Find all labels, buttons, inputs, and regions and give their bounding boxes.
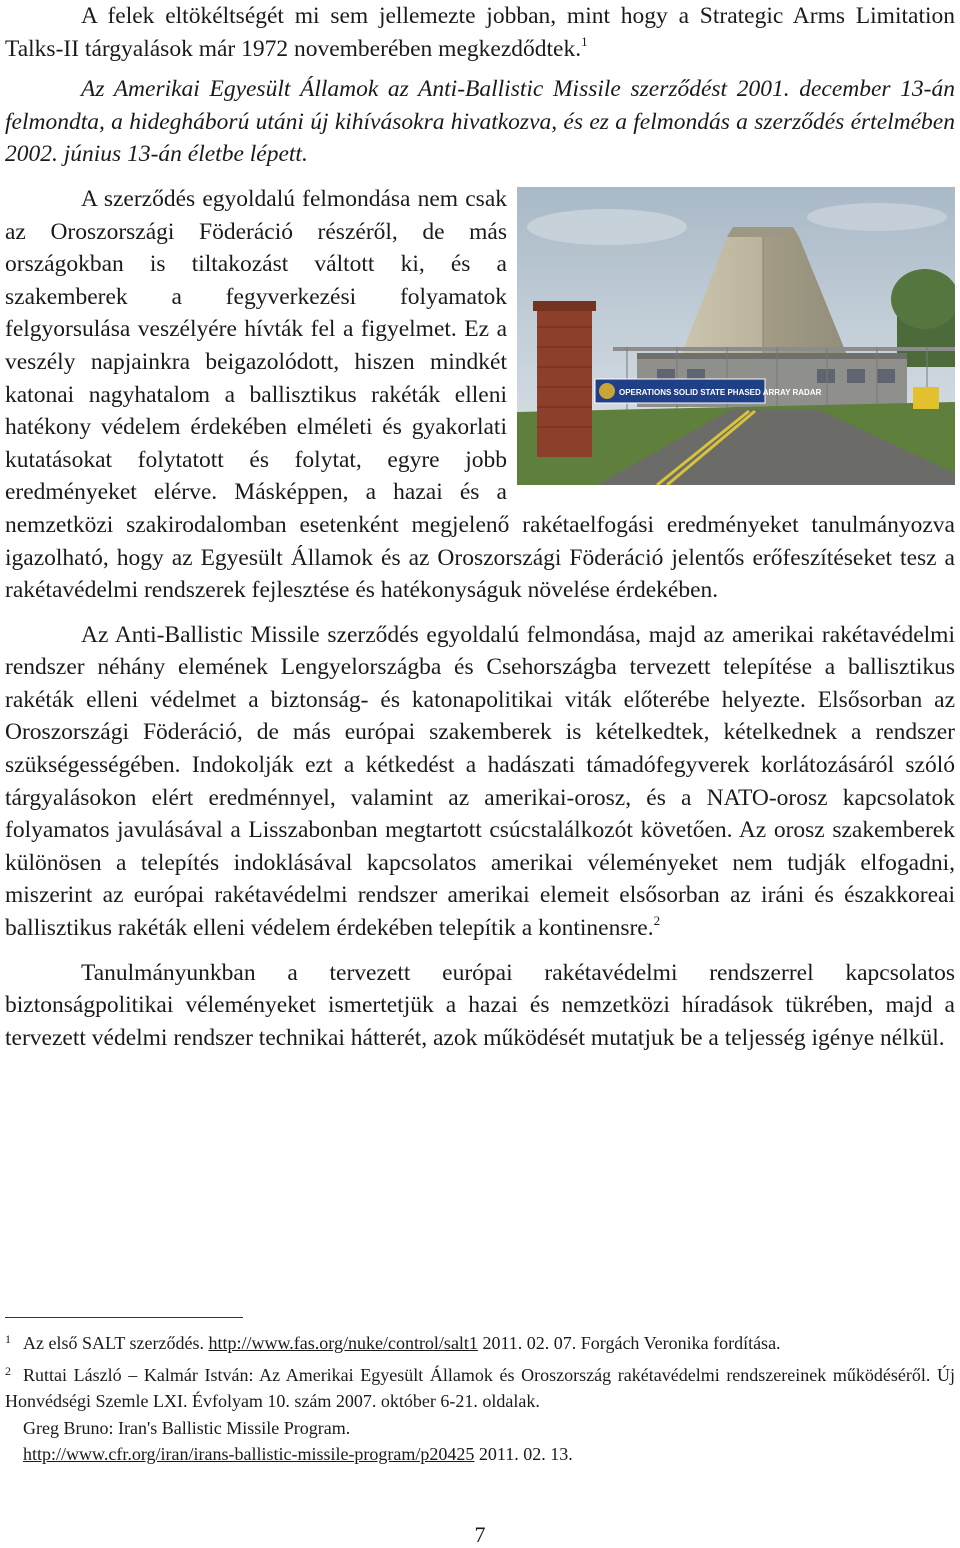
radar-building-image [517,187,955,485]
paragraph-4-text: Az Anti-Ballistic Missile szerződés egyoldalú felmondása, majd az amerikai rakétavédelmi rendszer néhány elemének Lengyelországba és Csehországba tervezett telepítése a ballisztikus rakéták elleni védelmet a biztonság- és katonapolitikai viták előterébe helyezte. Elsősorban az Oroszországi Föderáció, de más európai szakemberek is kételkedtek, kételkednek a rendszer szükségességében. Indokolják ezt a kétkedést a hadászati támadófegyverek korlátozásáról szóló tárgyalásokon elért eredménnyel, valamint az amerikai-orosz, és a NATO-orosz kapcsolatok folyamatos javulásával a Lisszabonban megtartott csúcstalálkozót követően. Az orosz szakemberek különösen a telepítés indoklásával kapcsolatos amerikai véleményeket nem tudják elfogadni, miszerint az európai rakétavédelmi rendszer amerikai elemeit elsősorban az iráni és északkoreai ballisztikus rakéták elleni védelem érdekében telepítik a kontinensre. [5,621,955,942]
footnote-1-text: Az első SALT szerződés. [23,1333,209,1353]
footnote-1 [5,1326,955,1357]
footnotes [5,1326,955,1469]
paragraph-4 [5,619,955,945]
footnote-ref-1[interactable]: 1 [581,33,588,49]
footnote-2-text: Ruttai László – Kalmár István: Az Amerikai Egyesült Államok és Oroszország rakétavédelmi rendszereinek működéséről. Új Honvédségi Szemle LXI. Évfolyam 10. szám 2007. október 6-21. oldalak. [5,1364,955,1411]
radar-sign-text: OPERATIONS SOLID STATE PHASED ARRAY RADAR [619,387,822,397]
footnote-1-number: 1 [5,1332,11,1346]
paragraph-1 [5,0,955,65]
paragraph-3-text: A szerződés egyoldalú felmondása nem csak az Oroszországi Föderáció részéről, de más országokban is tiltakozást váltott ki, és a szakemberek a fegyverkezési folyamatok felgyorsulása veszélyére hívták fel a figyelmet. Ez a veszély napjainkra beigazolódott, hiszen mindkét katonai nagyhatalom a ballisztikus rakéták elleni hatékony védelem érdekében elméleti és gyakorlati kutatásokat folytatott és folytat, egyre jobb eredményeket elérve. Másképpen, a hazai és a nemzetközi szakirodalomban esetenként megjelenő rakétaelfogási eredményeket tanulmányozva igazolható, hogy az Egyesült Államok és az Oroszországi Föderáció jelentős erőfeszítéseket tesz a rakétavédelmi rendszerek fejlesztése és hatékonyságuk növelése érdekében. [5,185,955,604]
footnote-2 [5,1358,955,1468]
footnote-ref-2[interactable]: 2 [653,913,661,929]
radar-station-photo [517,187,955,485]
footnote-2-link[interactable]: http://www.cfr.org/iran/irans-ballistic-missile-program/p20425 [23,1444,475,1464]
footnote-2-number: 2 [5,1363,11,1378]
paragraph-1-text: A felek eltökéltségét mi sem jellemezte jobban, mint hogy a Strategic Arms Limitation Talks-II tárgyalások már 1972 novemberében megkezdődtek. [5,3,955,62]
footnote-2-date: 2011. 02. 13. [474,1444,573,1464]
footnote-2-extra: Greg Bruno: Iran's Ballistic Missile Program. [23,1417,351,1438]
footnote-1-link[interactable]: http://www.fas.org/nuke/control/salt1 [208,1333,478,1353]
paragraph-3 [5,183,955,607]
paragraph-2: Az Amerikai Egyesült Államok az Anti-Ballistic Missile szerződést 2001. december 13-án felmondta, a hidegháború utáni új kihívásokra hivatkozva, és ez a felmondás a szerződés értelmében 2002. június 13-án életbe lépett. [5,76,955,168]
footnote-2-link-line [5,1441,955,1468]
footnote-divider [5,1317,243,1318]
body-text [5,0,955,1054]
paragraph-5: Tanulmányunkban a tervezett európai rakétavédelmi rendszerrel kapcsolatos biztonságpolitikai véleményeket ismertetjük a hazai és nemzetközi híradások tükrében, majd a tervezett védelmi rendszer technikai hátterét, azok működését mutatjuk be a teljesség igénye nélkül. [5,959,955,1051]
footnote-1-date: 2011. 02. 07. Forgách Veronika fordítása. [477,1333,781,1353]
page-number: 7 [474,1522,486,1547]
